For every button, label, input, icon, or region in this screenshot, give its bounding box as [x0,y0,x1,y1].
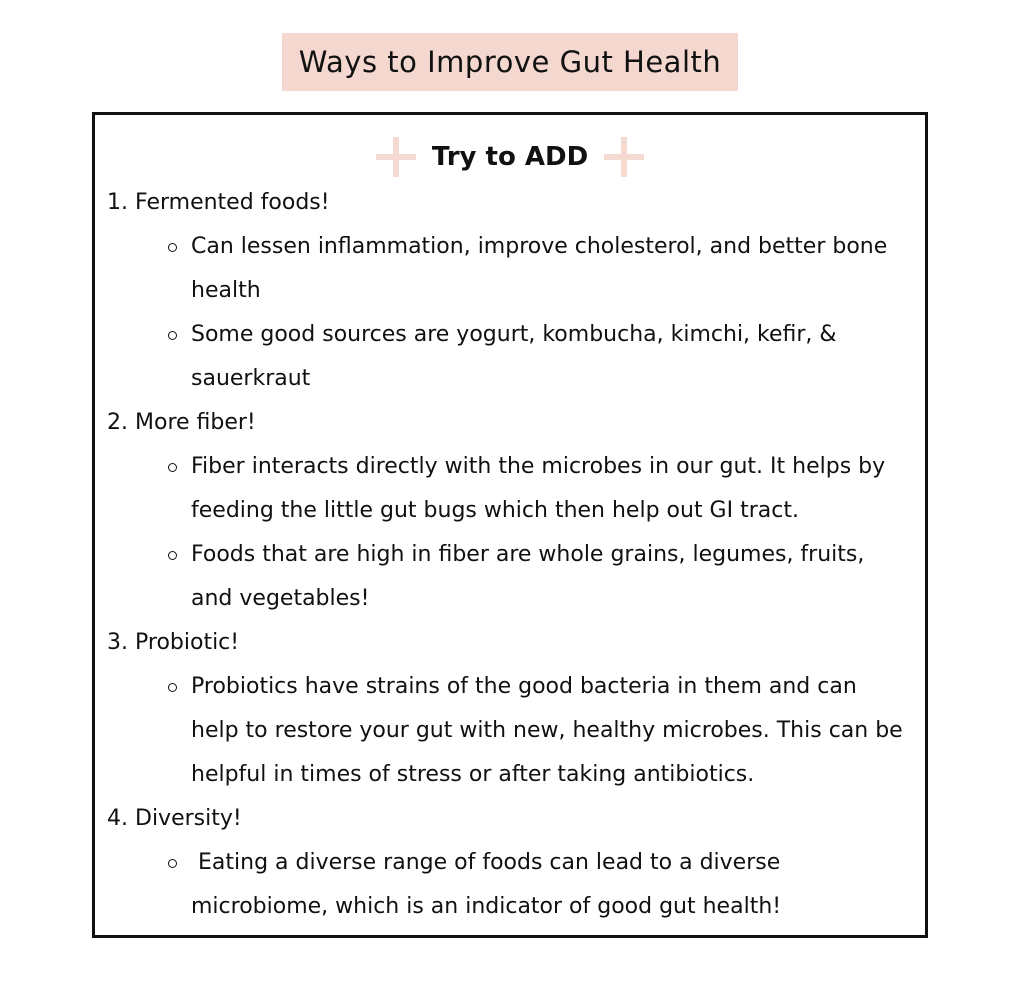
list-item-heading [95,797,925,841]
page-title: Ways to Improve Gut Health [298,45,722,79]
circle-bullet-icon [168,243,177,252]
sub-point-text: Eating a diverse range of foods can lead to a diverse microbiome, which is an indicator of good gut health! [191,850,788,919]
sub-point-text: Foods that are high in fiber are whole grains, legumes, fruits, and vegetables! [191,542,872,611]
sub-point [95,841,925,929]
list-item-label: Fermented foods! [135,190,330,215]
list-item-number: 1. [107,190,128,215]
list-item-number: 4. [107,806,128,831]
plus-icon [604,137,644,177]
sub-point [95,313,925,401]
sub-point-text: Fiber interacts directly with the microbes in our gut. It helps by feeding the little gut bugs which then help out GI tract. [191,454,893,523]
list-item-heading [95,401,925,445]
sub-point [95,225,925,313]
list-item-label: Diversity! [135,806,242,831]
sub-point-text: Some good sources are yogurt, kombucha, kimchi, kefir, & sauerkraut [191,322,844,391]
list-item-number: 2. [107,410,128,435]
sub-point [95,665,925,797]
card-header [95,135,925,179]
title-banner [282,33,738,91]
circle-bullet-icon [168,859,177,868]
list-item-label: More fiber! [135,410,256,435]
circle-bullet-icon [168,463,177,472]
card-header-label: Try to ADD [431,142,589,172]
plus-icon [376,137,416,177]
list-item-heading [95,181,925,225]
content-card [92,112,928,938]
sub-point [95,533,925,621]
list-item-number: 3. [107,630,128,655]
sub-point-text: Probiotics have strains of the good bacteria in them and can help to restore your gut with new, healthy microbes. This can be helpful in times of stress or after taking antibiotics. [191,674,910,787]
list-item-heading [95,621,925,665]
sub-point [95,445,925,533]
circle-bullet-icon [168,551,177,560]
sub-point-text: Can lessen inflammation, improve cholesterol, and better bone health [191,234,895,303]
list-item [95,181,925,401]
circle-bullet-icon [168,331,177,340]
list-item [95,797,925,929]
list-item [95,621,925,797]
list-item-label: Probiotic! [135,630,240,655]
list-item [95,401,925,621]
circle-bullet-icon [168,683,177,692]
tips-list [95,181,925,929]
